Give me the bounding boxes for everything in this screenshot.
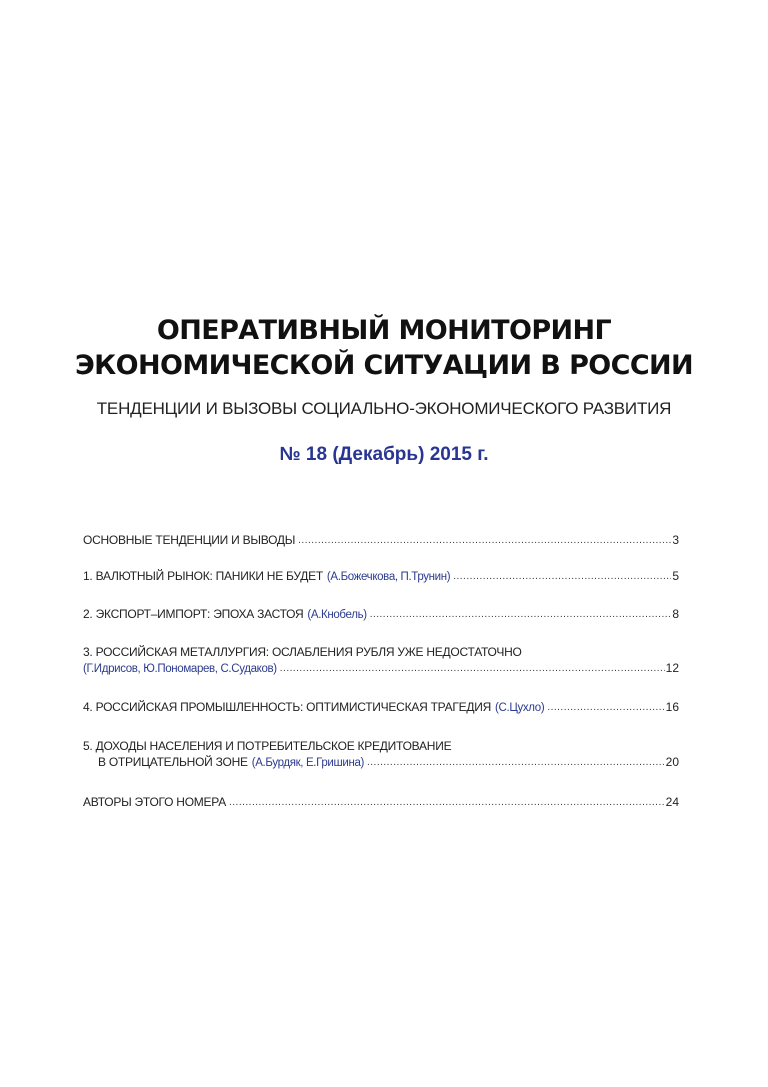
toc-entry-authors: (А.Бурдяк, Е.Гришина) (251, 757, 364, 769)
toc-leader-dots (367, 755, 665, 771)
toc-entry-metallurgy[interactable] (83, 644, 679, 676)
toc-page-number: 20 (665, 755, 679, 769)
toc-entry-authors: (Г.Идрисов, Ю.Пономарев, С.Судаков) (83, 663, 277, 675)
toc-entry-title: АВТОРЫ ЭТОГО НОМЕРА (83, 795, 226, 809)
toc-entry-title: 1. ВАЛЮТНЫЙ РЫНОК: ПАНИКИ НЕ БУДЕТ (83, 569, 323, 583)
toc-entry-export-import[interactable] (83, 606, 679, 622)
toc-entry-authors: (С.Цухло) (495, 702, 545, 714)
toc-entry-title-continued: В ОТРИЦАТЕЛЬНОЙ ЗОНЕ (98, 755, 248, 769)
toc-entry-industry[interactable] (83, 699, 679, 715)
toc-page-number: 8 (672, 607, 679, 621)
toc-entry-title: 4. РОССИЙСКАЯ ПРОМЫШЛЕННОСТЬ: ОПТИМИСТИЧЕСКАЯ ТРАГЕДИЯ (83, 700, 492, 714)
toc-entry-title: 2. ЭКСПОРТ–ИМПОРТ: ЭПОХА ЗАСТОЯ (83, 607, 304, 621)
toc-page-number: 5 (672, 569, 679, 583)
toc-leader-dots (370, 607, 672, 623)
toc-leader-dots (547, 700, 664, 716)
toc-entry-title: ОСНОВНЫЕ ТЕНДЕНЦИИ И ВЫВОДЫ (83, 533, 296, 547)
toc-leader-dots (229, 795, 665, 811)
main-title-line-2: ЭКОНОМИЧЕСКОЙ СИТУАЦИИ В РОССИИ (74, 350, 694, 381)
toc-entry-title: 3. РОССИЙСКАЯ МЕТАЛЛУРГИЯ: ОСЛАБЛЕНИЯ РУБЛЯ УЖЕ НЕДОСТАТОЧНО (83, 645, 522, 659)
toc-leader-dots (453, 569, 671, 585)
toc-entry-authors-of-issue[interactable] (83, 794, 679, 810)
toc-leader-dots (280, 661, 665, 677)
toc-entry-household-income[interactable] (83, 738, 679, 770)
toc-entry-authors: (А.Кнобель) (307, 609, 367, 621)
issue-number: № 18 (Декабрь) 2015 г. (279, 444, 489, 465)
toc-page-number: 24 (665, 795, 679, 809)
title-block (0, 313, 768, 383)
toc-page-number: 12 (665, 661, 679, 675)
subtitle: ТЕНДЕНЦИИ И ВЫЗОВЫ СОЦИАЛЬНО-ЭКОНОМИЧЕСКОГО РАЗВИТИЯ (96, 399, 672, 418)
main-title-line-1: ОПЕРАТИВНЫЙ МОНИТОРИНГ (156, 315, 612, 346)
toc-entry-currency-market[interactable] (83, 568, 679, 584)
toc-page-number: 16 (665, 700, 679, 714)
toc-entry-title: 5. ДОХОДЫ НАСЕЛЕНИЯ И ПОТРЕБИТЕЛЬСКОЕ КРЕДИТОВАНИЕ (83, 739, 452, 753)
toc-entry-main-trends[interactable] (83, 532, 679, 548)
toc-page-number: 3 (672, 533, 679, 547)
toc-entry-authors: (А.Божечкова, П.Трунин) (326, 571, 451, 583)
toc-leader-dots (298, 533, 671, 549)
